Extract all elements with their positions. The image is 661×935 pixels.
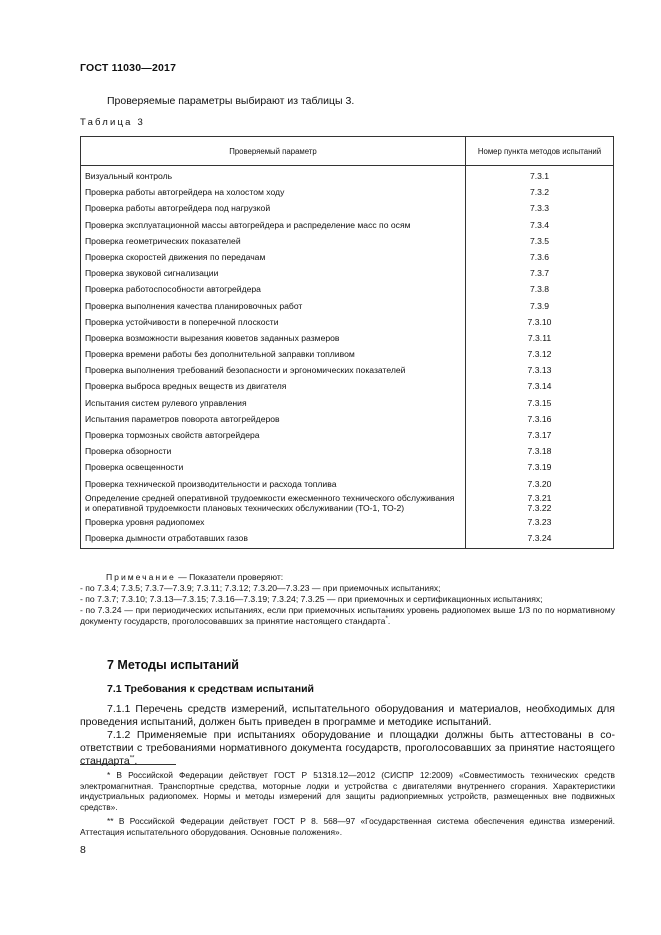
parameter-cell: Проверка работы автогрейдера под нагрузкой — [81, 200, 466, 216]
method-number-cell: 7.3.4 — [466, 217, 614, 233]
note-line-3: - по 7.3.24 — при периодических испытаниях, если при приемочных испытаниях уровень радиопомех выше 1/3 по по нормативному документу государств, проголосовавших за принятие настоящего стандарта*. — [80, 605, 615, 626]
method-number-cell: 7.3.9 — [466, 298, 614, 314]
table-row — [81, 200, 614, 216]
method-number-cell: 7.3.23 — [466, 514, 614, 530]
footnote-1: * В Российской Федерации действует ГОСТ Р 51318.12—2012 (СИСПР 12:2009) «Совместимость технических средств электромагнитная. Транспортные средства, моторные лодки и устройства с двигателями внутреннего сгорания. Характеристики индустриальных радиопомех. Нормы и методы измерений для защиты радиоприемных устройств, размещенных вне подвижных средств». — [80, 770, 615, 812]
method-number-cell: 7.3.6 — [466, 249, 614, 265]
table-row — [81, 233, 614, 249]
section-7-heading: 7 Методы испытаний — [107, 658, 239, 672]
table-row — [81, 411, 614, 427]
note-label: Примечание — [106, 572, 176, 582]
method-number-cell: 7.3.18 — [466, 443, 614, 459]
table-row — [81, 166, 614, 185]
parameter-cell: Проверка эксплуатационной массы автогрейдера и распределение масс по осям — [81, 217, 466, 233]
document-header: ГОСТ 11030—2017 — [80, 62, 177, 74]
page-number: 8 — [80, 844, 86, 856]
method-number-cell: 7.3.24 — [466, 530, 614, 549]
note-intro: — Показатели проверяют: — [175, 572, 284, 582]
method-number-cell: 7.3.1 — [466, 166, 614, 185]
method-number-cell: 7.3.13 — [466, 362, 614, 378]
method-number-cell: 7.3.11 — [466, 330, 614, 346]
table-row — [81, 492, 614, 514]
note-line-1: - по 7.3.4; 7.3.5; 7.3.7—7.3.9; 7.3.11; 7.3.12; 7.3.20—7.3.23 — при приемочных испытаниях; — [80, 583, 441, 593]
table-row — [81, 427, 614, 443]
paragraph-7-1-1: 7.1.1 Перечень средств измерений, испытательного оборудования и материалов, необходимых для проведения испытаний, должен быть приведен в программе и методике испытаний. — [80, 703, 615, 728]
table-row — [81, 459, 614, 475]
parameter-cell: Определение средней оперативной трудоемкости ежесменного технического обслуживания и оперативной трудоемкости плановых технических обслуживании (ТО-1, ТО-2) — [81, 492, 466, 514]
parameter-cell: Визуальный контроль — [81, 166, 466, 185]
parameter-cell: Проверка возможности вырезания кюветов заданных размеров — [81, 330, 466, 346]
method-number-cell: 7.3.10 — [466, 314, 614, 330]
parameter-cell: Испытания параметров поворота автогрейдеров — [81, 411, 466, 427]
parameter-cell: Проверка работоспособности автогрейдера — [81, 281, 466, 297]
table-row — [81, 395, 614, 411]
parameter-cell: Проверка работы автогрейдера на холостом ходу — [81, 184, 466, 200]
method-number-cell: 7.3.17 — [466, 427, 614, 443]
parameter-cell: Проверка геометрических показателей — [81, 233, 466, 249]
table-row — [81, 362, 614, 378]
parameter-cell: Проверка звуковой сигнализации — [81, 265, 466, 281]
section-7-1-body — [80, 703, 615, 768]
column-header-method-number: Номер пункта методов испытаний — [466, 137, 614, 166]
parameter-cell: Проверка уровня радиопомех — [81, 514, 466, 530]
method-number-cell: 7.3.8 — [466, 281, 614, 297]
parameter-cell: Проверка технической производительности и расхода топлива — [81, 476, 466, 492]
method-number-cell: 7.3.5 — [466, 233, 614, 249]
method-number-cell: 7.3.2 — [466, 184, 614, 200]
table-row — [81, 530, 614, 549]
method-number-cell: 7.3.21 7.3.22 — [466, 492, 614, 514]
table-row — [81, 281, 614, 297]
paragraph-7-1-2: 7.1.2 Применяемые при испытаниях оборудование и площадки должны быть аттестованы в соответствии с требованиями нормативного документа государств, проголосовавших за принятие настоящего стандарта**. — [80, 729, 615, 767]
table-row — [81, 378, 614, 394]
table-row — [81, 265, 614, 281]
table-row — [81, 298, 614, 314]
method-number-cell: 7.3.20 — [466, 476, 614, 492]
parameter-cell: Проверка тормозных свойств автогрейдера — [81, 427, 466, 443]
table-body — [81, 166, 614, 549]
method-number-cell: 7.3.14 — [466, 378, 614, 394]
table-note — [80, 572, 615, 627]
section-7-1-heading: 7.1 Требования к средствам испытаний — [107, 683, 314, 695]
footnote-ref: ** — [129, 755, 135, 762]
note-line-2: - по 7.3.7; 7.3.10; 7.3.13—7.3.15; 7.3.16—7.3.19; 7.3.24; 7.3.25 — при приемочных и сертификационных испытаниях; — [80, 594, 543, 604]
parameter-cell: Проверка обзорности — [81, 443, 466, 459]
method-number-cell: 7.3.3 — [466, 200, 614, 216]
table-caption: Таблица 3 — [80, 117, 145, 128]
table-row — [81, 314, 614, 330]
table-row — [81, 184, 614, 200]
method-number-cell: 7.3.16 — [466, 411, 614, 427]
parameter-cell: Проверка выполнения требований безопасности и эргономических показателей — [81, 362, 466, 378]
footnote-2: ** В Российской Федерации действует ГОСТ Р 8. 568—97 «Государственная система обеспечения единства измерений. Аттестация испытательного оборудования. Основные положения». — [80, 816, 615, 837]
table-row — [81, 330, 614, 346]
parameter-cell: Проверка устойчивости в поперечной плоскости — [81, 314, 466, 330]
table-row — [81, 346, 614, 362]
method-number-cell: 7.3.12 — [466, 346, 614, 362]
footnote-ref: * — [385, 616, 388, 623]
parameter-cell: Проверка скоростей движения по передачам — [81, 249, 466, 265]
table-row — [81, 249, 614, 265]
parameters-table — [80, 136, 614, 549]
parameter-cell: Испытания систем рулевого управления — [81, 395, 466, 411]
parameter-cell: Проверка времени работы без дополнительной заправки топливом — [81, 346, 466, 362]
parameter-cell: Проверка выброса вредных веществ из двигателя — [81, 378, 466, 394]
table-row — [81, 217, 614, 233]
method-number-cell: 7.3.7 — [466, 265, 614, 281]
method-number-cell: 7.3.19 — [466, 459, 614, 475]
method-number-cell: 7.3.15 — [466, 395, 614, 411]
table-row — [81, 443, 614, 459]
footnote-divider — [80, 764, 176, 765]
table-row — [81, 476, 614, 492]
intro-paragraph: Проверяемые параметры выбирают из таблицы 3. — [107, 95, 355, 107]
parameter-cell: Проверка освещенности — [81, 459, 466, 475]
column-header-parameter: Проверяемый параметр — [81, 137, 466, 166]
parameter-cell: Проверка выполнения качества планировочных работ — [81, 298, 466, 314]
table-row — [81, 514, 614, 530]
parameter-cell: Проверка дымности отработавших газов — [81, 530, 466, 549]
